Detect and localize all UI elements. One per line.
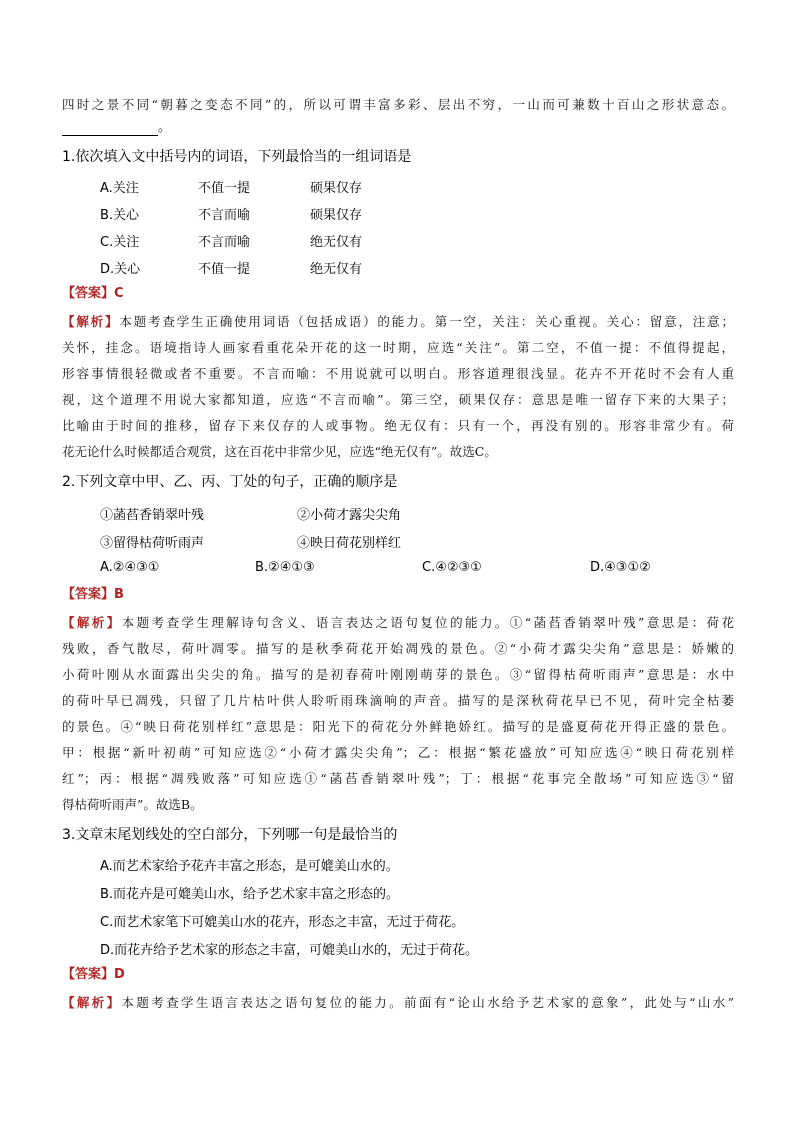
q3-option-d: D.而花卉给予艺术家的形态之丰富，可媲美山水的，无过于荷花。 (100, 943, 479, 958)
q1-exp-tag: 【解析】 (62, 314, 120, 329)
q3-answer (62, 967, 125, 983)
q2-explanation-line-1 (62, 615, 734, 631)
q3-option-c: C.而艺术家笔下可媲美山水的花卉，形态之丰富，无过于荷花。 (100, 915, 465, 930)
q2-answer-tag: 【答案】 (62, 587, 115, 602)
q1-answer-tag: 【答案】 (62, 286, 115, 301)
q1-option-d-word1: 不值一提 (198, 262, 251, 277)
q1-answer (62, 286, 124, 302)
q2-explanation-line-6: 甲：根据“新叶初萌”可知应选②“小荷才露尖尖角”；乙：根据“繁花盛放”可知应选④“映日荷花别样 (62, 745, 734, 760)
q3-answer-value: D (114, 967, 125, 982)
q2-explanation-line-3: 小荷叶刚从水面露出尖尖的角。描写的是初春荷叶刚刚萌芽的景色。③“留得枯荷听雨声”意思是：水中 (62, 667, 734, 682)
q2-item-4: ④映日荷花别样红 (297, 536, 402, 551)
q2-choice-b: B.②④①③ (255, 560, 315, 575)
q2-explanation-line-2: 残败，香气散尽，荷叶凋零。描写的是秋季荷花开始凋残的景色。②“小荷才露尖尖角”意思是：娇嫩的 (62, 641, 734, 656)
q1-exp-line-1-text: 本题考查学生正确使用词语（包括成语）的能力。第一空，关注：关心重视。关心：留意，注意； (119, 314, 734, 329)
q3-exp-tag: 【解析】 (62, 995, 122, 1010)
q1-explanation-line-4: 视，这个道理不用说大家都知道，应选“不言而喻”。第三空，硕果仅存：意思是唯一留存下来的大果子； (62, 392, 734, 407)
q1-explanation-line-5: 比喻由于时间的推移，留存下来仅存的人或事物。绝无仅有：只有一个，再没有别的。形容非常少有。荷 (62, 418, 734, 433)
q2-explanation-line-4: 的荷叶早已凋残，只留了几片枯叶供人聆听雨珠滴响的声音。描写的是深秋荷花早已不见，荷叶完全枯萎 (62, 693, 734, 708)
q1-option-a-label: A.关注 (100, 181, 139, 196)
q2-answer-value: B (114, 587, 124, 602)
q2-answer (62, 587, 124, 603)
intro-line-1: 四时之景不同“朝暮之变态不同”的，所以可谓丰富多彩、层出不穷，一山而可兼数十百山之形状意态。 (62, 97, 734, 112)
q1-explanation-line-6: 花无论什么时候都适合观赏，这在百花中非常少见，应选“绝无仅有”。故选C。 (62, 444, 497, 459)
q2-explanation-line-8: 得枯荷听雨声”。故选B。 (62, 797, 203, 812)
q2-choice-d: D.④③①② (590, 560, 651, 575)
q1-option-c-label: C.关注 (100, 235, 140, 250)
q1-option-c-word2: 绝无仅有 (310, 235, 363, 250)
q3-explanation-line-1 (62, 995, 734, 1011)
q1-stem: 1.依次填入文中括号内的词语，下列最恰当的一组词语是 (62, 149, 412, 165)
intro-line-2 (62, 120, 171, 136)
q1-explanation-line-2: 关怀，挂念。语境指诗人画家看重花朵开花的这一时期，应选“关注”。第二空，不值一提：不值得提起， (62, 340, 734, 355)
q2-choice-c: C.④②③① (422, 560, 482, 575)
q1-option-c-word1: 不言而喻 (198, 235, 251, 250)
q3-stem: 3.文章末尾划线处的空白部分，下列哪一句是最恰当的 (62, 827, 398, 843)
q1-option-b-word2: 硕果仅存 (310, 208, 363, 223)
q3-answer-tag: 【答案】 (62, 967, 115, 982)
q1-option-d-word2: 绝无仅有 (310, 262, 363, 277)
q1-explanation-line-1 (62, 314, 734, 330)
q1-option-b-word1: 不言而喻 (198, 208, 251, 223)
q3-option-a: A.而艺术家给予花卉丰富之形态，是可媲美山水的。 (100, 859, 399, 874)
q1-option-b-label: B.关心 (100, 208, 140, 223)
q1-option-d-label: D.关心 (100, 262, 141, 277)
q3-option-b: B.而花卉是可媲美山水，给予艺术家丰富之形态的。 (100, 887, 400, 902)
q1-option-a-word2: 硕果仅存 (310, 181, 363, 196)
q2-exp-line-1-text: 本题考查学生理解诗句含义、语言表达之语句复位的能力。①“菡萏香销翠叶残”意思是：荷花 (121, 615, 734, 630)
q3-exp-line-1-text: 本题考查学生语言表达之语句复位的能力。前面有“论山水给予艺术家的意象”，此处与“山水” (121, 995, 734, 1010)
intro-line-2-end: 。 (158, 120, 172, 135)
fill-blank (62, 123, 158, 136)
q2-item-3: ③留得枯荷听雨声 (100, 536, 205, 551)
q1-option-a-word1: 不值一提 (198, 181, 251, 196)
q2-stem: 2.下列文章中甲、乙、丙、丁处的句子，正确的顺序是 (62, 474, 398, 490)
q1-answer-value: C (114, 286, 124, 301)
q2-exp-tag: 【解析】 (62, 615, 122, 630)
q2-item-2: ②小荷才露尖尖角 (297, 508, 402, 523)
q2-explanation-line-5: 的景色。④“映日荷花别样红”意思是：阳光下的荷花分外鲜艳娇红。描写的是盛夏荷花开得正盛的景色。 (62, 719, 734, 734)
q2-choice-a: A.②④③① (100, 560, 160, 575)
q1-explanation-line-3: 形容事情很轻微或者不重要。不言而喻：不用说就可以明白。形容道理很浅显。花卉不开花时不会有人重 (62, 366, 734, 381)
q2-explanation-line-7: 红”；丙：根据“凋残败落”可知应选①“菡萏香销翠叶残”；丁：根据“花事完全散场”可知应选③“留 (62, 771, 734, 786)
q2-item-1: ①菡萏香销翠叶残 (100, 508, 205, 523)
